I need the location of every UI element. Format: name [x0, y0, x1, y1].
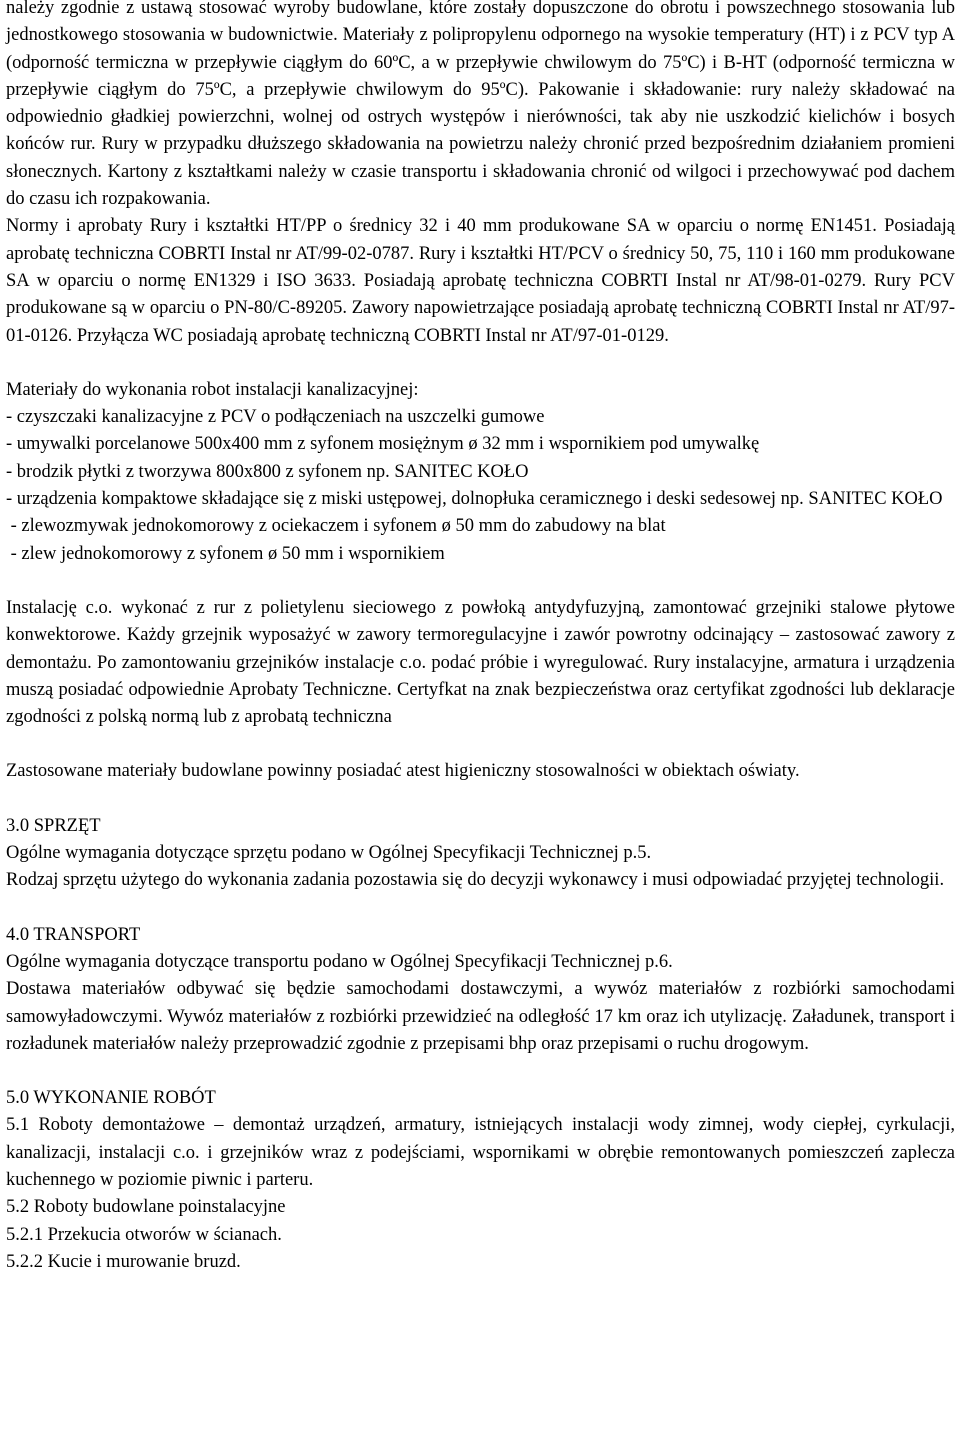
list-item: - brodzik płytki z tworzywa 800x800 z syfonem np. SANITEC KOŁO — [6, 461, 529, 482]
spacer — [6, 1058, 955, 1085]
spacer — [6, 731, 955, 758]
document-page — [6, 0, 955, 1276]
list-item: - zlew jednokomorowy z syfonem ø 50 mm i wspornikiem — [6, 543, 445, 564]
spacer — [6, 350, 955, 377]
section-heading-transport: 4.0 TRANSPORT — [6, 924, 141, 945]
paragraph-equipment-type: Rodzaj sprzętu użytego do wykonania zadania pozostawia się do decyzji wykonawcy i musi odpowiadać przyjętej technologii. — [6, 870, 945, 891]
paragraph-demolition-works: 5.1 Roboty demontażowe – demontaż urządzeń, armatury, istniejących instalacji wody zimnej, wody ciepłej, cyrkulacji, kanalizacji, instalacji c.o. i grzejników wraz z podejściami, wspornikami w obrębie remontowanych pomieszczeń zaplecza kuchennego w poziomie piwnic i parteru. — [6, 1115, 955, 1190]
list-item: - czyszczaki kanalizacyjne z PCV o podłączeniach na uszczelki gumowe — [6, 407, 545, 428]
paragraph-materials-intro: należy zgodnie z ustawą stosować wyroby budowlane, które zostały dopuszczone do obrotu i powszechnego stosowania lub jednostkowego stosowania w budownictwie. Materiały z polipropylenu odpornego na wysokie temperatury (HT) i z PCV typ A (odporność termiczna w przepływie ciągłym do 60ºC, a w przepływie chwilowym do 75ºC) i B-HT (odporność termiczna w przepływie ciągłym do 75ºC, a przepływie chwilowym do 95ºC). Pakowanie i składowanie: rury należy składować na odpowiednio gładkiej powierzchni, wolnej od ostrych występów i nierówności, tak aby nie uszkodzić kielichów i bosych końców rur. Rury w przypadku dłuższego składowania na powietrzu należy chronić przed bezpośrednim działaniem promieni słonecznych. Kartony z kształtkami należy w czasie transportu i składowania chronić od wilgoci i przechowywać pod dachem do czasu ich rozpakowania. — [6, 0, 955, 210]
section-heading-works: 5.0 WYKONANIE ROBÓT — [6, 1088, 216, 1109]
subsection-heading-post-installation: 5.2 Roboty budowlane poinstalacyjne — [6, 1197, 286, 1218]
paragraph-hygiene: Zastosowane materiały budowlane powinny posiadać atest higieniczny stosowalności w obiektach oświaty. — [6, 761, 800, 782]
section-heading-equipment: 3.0 SPRZĘT — [6, 815, 101, 836]
subsection-wall-openings: 5.2.1 Przekucia otworów w ścianach. — [6, 1224, 282, 1245]
paragraph-transport-general: Ogólne wymagania dotyczące transportu podano w Ogólnej Specyfikacji Technicznej p.6. — [6, 951, 673, 972]
sewer-materials-title: Materiały do wykonania robot instalacji kanalizacyjnej: — [6, 379, 419, 400]
spacer — [6, 786, 955, 813]
paragraph-norms: Normy i aprobaty Rury i kształtki HT/PP o średnicy 32 i 40 mm produkowane SA w oparciu o normę EN1451. Posiadają aprobatę techniczna COBRTI Instal nr AT/99-02-0787. Rury i kształtki HT/PCV o średnicy 50, 75, 110 i 160 mm produkowane SA w oparciu o normę EN1329 i ISO 3633. Posiadają aprobatę techniczna COBRTI Instal nr AT/98-01-0279. Rury PCV produkowane są w oparciu o PN-80/C-89205. Zawory napowietrzające posiadają aprobatę techniczną COBRTI Instal nr AT/97-01-0126. Przyłącza WC posiadają aprobatę techniczną COBRTI Instal nr AT/97-01-0129. — [6, 216, 955, 346]
paragraph-heating: Instalację c.o. wykonać z rur z polietylenu sieciowego z powłoką antydyfuzyjną, zamontować grzejniki stalowe płytowe konwektorowe. Każdy grzejnik wyposażyć w zawory termoregulacyjne i zawór powrotny odcinający – zastosować zawory z demontażu. Po zamontowaniu grzejników instalacje c.o. podać próbie i wyregulować. Rury instalacyjne, armatura i urządzenia muszą posiadać odpowiednie Aprobaty Techniczne. Certyfkat na znak bezpieczeństwa oraz certyfikat zgodności lub deklaracje zgodności z polską normą lub z aprobatą techniczna — [6, 597, 955, 728]
list-item: - umywalki porcelanowe 500x400 mm z syfonem mosiężnym ø 32 mm i wspornikiem pod umywalkę — [6, 434, 760, 455]
spacer — [6, 895, 955, 922]
list-item: - zlewozmywak jednokomorowy z ociekaczem i syfonem ø 50 mm do zabudowy na blat — [6, 516, 666, 537]
paragraph-equipment-general: Ogólne wymagania dotyczące sprzętu podano w Ogólnej Specyfikacji Technicznej p.5. — [6, 843, 652, 864]
subsection-chases: 5.2.2 Kucie i murowanie bruzd. — [6, 1251, 241, 1272]
paragraph-transport-delivery: Dostawa materiałów odbywać się będzie samochodami dostawczymi, a wywóz materiałów z rozbiórki samochodami samowyładowczymi. Wywóz materiałów z rozbiórki przewidzieć na odległość 17 km oraz ich utylizację. Załadunek, transport i rozładunek materiałów należy przeprowadzić zgodnie z przepisami bhp oraz przepisami o ruchu drogowym. — [6, 979, 955, 1054]
spacer — [6, 568, 955, 595]
list-item: - urządzenia kompaktowe składające się z miski ustępowej, dolnopłuka ceramicznego i deski sedesowej np. SANITEC KOŁO — [6, 489, 943, 510]
